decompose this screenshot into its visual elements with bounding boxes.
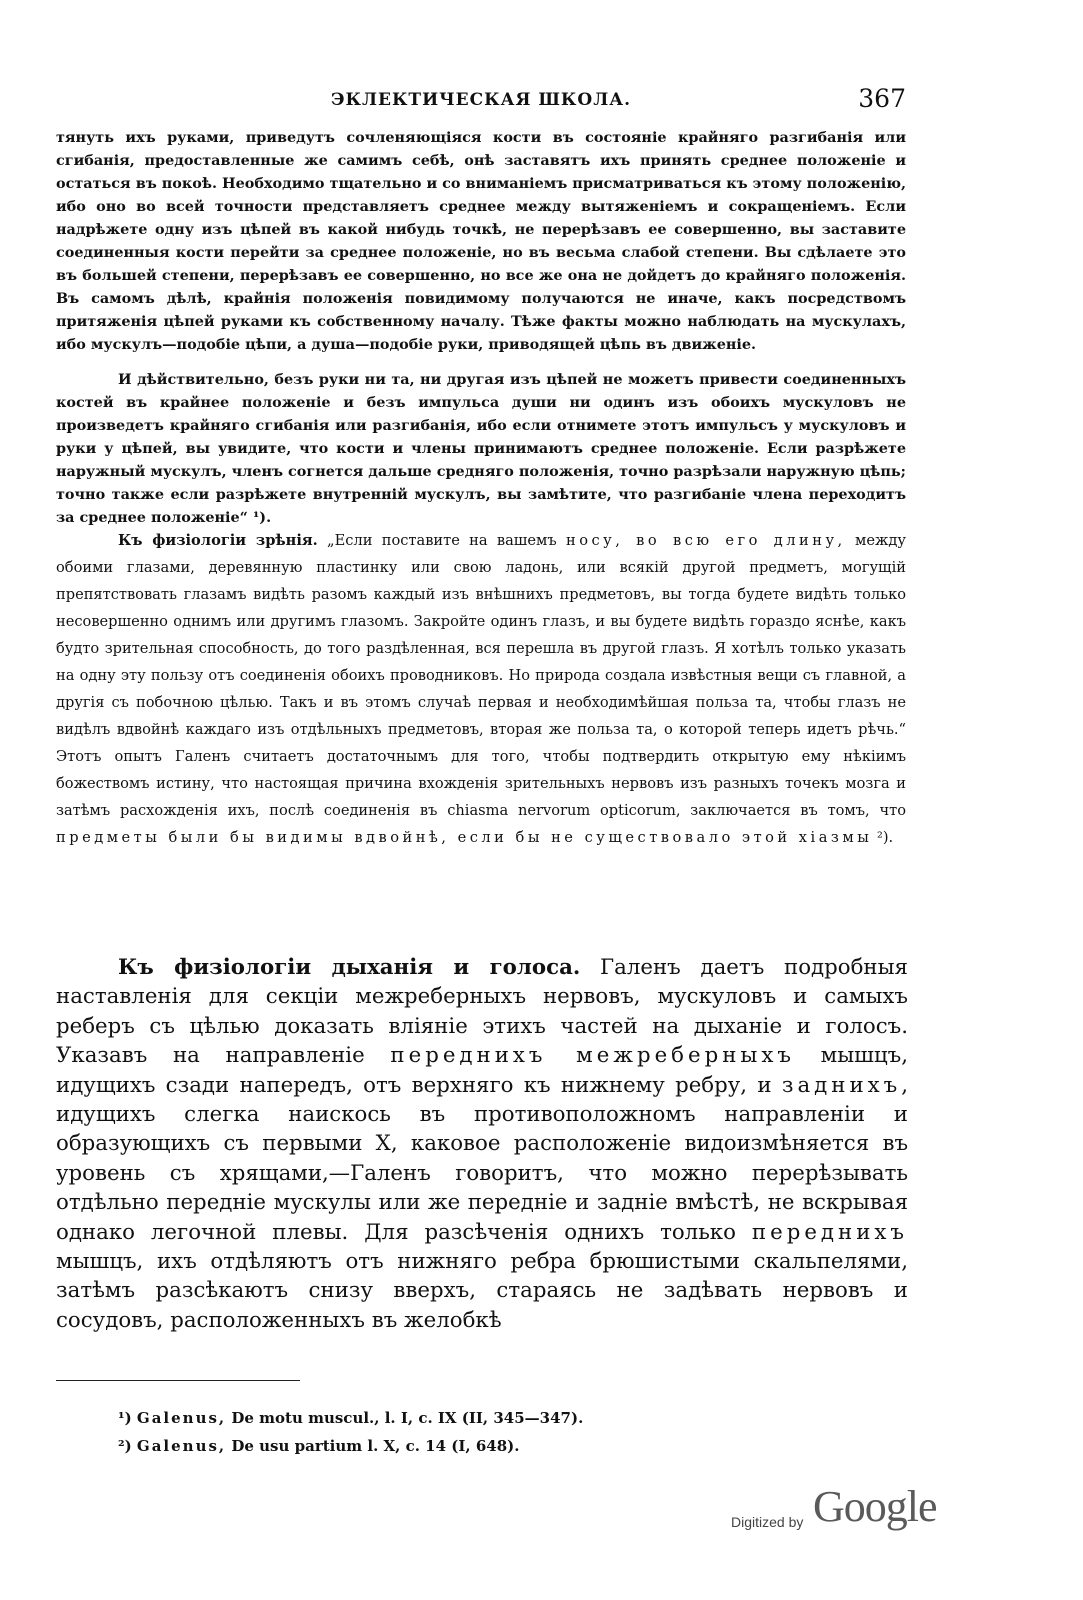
emphasis-spaced: предметы были бы видимы вдвойнѣ, если бы не существовало этой хіазмы bbox=[56, 829, 873, 846]
footnote-text: De motu muscul., l. I, c. IX (II, 345—347). bbox=[226, 1409, 584, 1427]
footnote-ref: ²). bbox=[872, 829, 894, 846]
paragraph-text: И дѣйствительно, безъ руки ни та, ни другая изъ цѣпей не можетъ привести соединенныхъ костей въ крайнее положеніе и безъ импульса души ни одинъ изъ обоихъ мускуловъ не произведетъ крайняго сгибанія или разгибанія, ибо если отнимете этотъ импульсъ у мускуловъ и руки у цѣпей, вы увидите, что кости и члены принимаютъ среднее положеніе. Если разрѣжете наружный мускулъ, членъ согнется дальше средняго положенія, точно разрѣзали наружную цѣпь; точно также если разрѣжете внутренній мускулъ, вы замѣтите, что разгибаніе члена переходитъ за среднее положеніе“ ¹). bbox=[56, 371, 906, 526]
paragraph-text bbox=[56, 527, 906, 851]
emphasis-spaced: переднихъ межреберныхъ bbox=[390, 1043, 795, 1069]
footnote-2 bbox=[118, 1432, 818, 1460]
footnote-1 bbox=[118, 1404, 818, 1432]
emphasis-spaced: носу, во всю его длину, bbox=[565, 532, 846, 549]
digitized-by-watermark bbox=[727, 1475, 967, 1535]
footnote-author: Galenus, bbox=[136, 1437, 227, 1455]
text-run: , идущихъ слегка наискось въ противоположномъ направленіи и образующихъ съ первыми X, каковое расположеніе видоизмѣняется въ уровень съ хрящами,—Галенъ говоритъ, что можно перерѣзывать отдѣльно передніе мускулы или же передніе и задніе вмѣстѣ, не вскрывая однако легочной плевы. Для разсѣченія однихъ только bbox=[56, 1072, 908, 1245]
section-heading: Къ физіологіи зрѣнія. bbox=[118, 532, 318, 549]
footnote-mark: ¹) bbox=[118, 1409, 132, 1427]
emphasis-spaced: заднихъ bbox=[781, 1072, 902, 1098]
paragraph-text bbox=[56, 953, 908, 1335]
emphasis-spaced: переднихъ bbox=[751, 1219, 908, 1245]
section-heading: Къ физіологіи дыханія и голоса. bbox=[118, 955, 581, 980]
footnote-text: De usu partium l. X, c. 14 (I, 648). bbox=[226, 1437, 520, 1455]
text-run: мышцъ, ихъ отдѣляютъ отъ нижняго ребра брюшистыми скальпелями, затѣмъ разсѣкаютъ снизу вверхъ, стараясь не задѣвать нервовъ и сосудовъ, расположенныхъ въ желобкѣ bbox=[56, 1249, 908, 1333]
watermark-prefix: Digitized by bbox=[731, 1514, 804, 1530]
footnote-mark: ²) bbox=[118, 1437, 132, 1455]
page-number: 367 bbox=[858, 84, 906, 113]
footnotes bbox=[118, 1404, 818, 1460]
paragraph-text: тянуть ихъ руками, приведутъ сочленяющіяся кости въ состояніе крайняго разгибанія или сгибанія, предоставленные же самимъ себѣ, онѣ заставятъ ихъ принять среднее положеніе и остаться въ покоѣ. Необходимо тщательно и со вниманіемъ присматриваться къ этому положенію, ибо оно во всей точности представляетъ среднее между вытяженіемъ и сокращеніемъ. Если надрѣжете одну изъ цѣпей въ какой нибудь точкѣ, не перерѣзавъ ее совершенно, вы заставите соединенныя кости перейти за среднее положеніе, но въ весьма слабой степени. Вы сдѣлаете это въ большей степени, перерѣзавъ ее совершенно, но все же она не дойдетъ до крайняго положенія. Въ самомъ дѣлѣ, крайнія положенія повидимому получаются не иначе, какъ посредствомъ притяженія цѣпей руками къ собственному началу. Тѣже факты можно наблюдать на мускулахъ, ибо мускулъ—подобіе цѣпи, а душа—подобіе руки, приводящей цѣпь въ движеніе. bbox=[56, 129, 906, 353]
text-run: мышцъ, идущихъ сзади напередъ, отъ верхняго къ нижнему ребру, и bbox=[56, 1043, 908, 1098]
footnote-author: Galenus, bbox=[136, 1409, 227, 1427]
text-run: „Если поставите на вашемъ bbox=[317, 532, 566, 549]
section-respiration-physiology bbox=[56, 953, 908, 1335]
running-title: ЭКЛЕКТИЧЕСКАЯ ШКОЛА. bbox=[330, 90, 631, 110]
paragraph-continuation bbox=[56, 126, 906, 356]
text-run: Галенъ даетъ подробныя наставленія для секціи межреберныхъ нервовъ, мускуловъ и самыхъ реберъ съ цѣлью доказать вліяніе этихъ частей на дыханіе и голосъ. Указавъ на направленіе bbox=[56, 955, 908, 1069]
footnote-divider bbox=[56, 1380, 300, 1381]
paragraph-quote bbox=[56, 368, 906, 529]
running-head bbox=[56, 84, 906, 114]
google-logo: Google bbox=[813, 1482, 937, 1531]
section-vision-physiology bbox=[56, 527, 906, 851]
text-run: между обоими глазами, деревянную пластинку или свою ладонь, или всякій другой предметъ, могущій препятствовать глазамъ видѣть разомъ каждый изъ внѣшнихъ предметовъ, вы тогда будете видѣть только несовершенно однимъ или другимъ глазомъ. Закройте одинъ глазъ, и вы будете видѣть гораздо яснѣе, какъ будто зрительная способность, до того раздѣленная, вся перешла въ другой глазъ. Я хотѣлъ только указать на одну эту пользу отъ соединенія обоихъ проводниковъ. Но природа создала извѣстныя вещи съ главной, а другія съ побочною цѣлью. Такъ и въ этомъ случаѣ первая и необходимѣйшая польза та, чтобы глазъ не видѣлъ вдвойнѣ каждаго изъ отдѣльныхъ предметовъ, вторая же польза та, о которой теперь идетъ рѣчь.“ Этотъ опытъ Галенъ считаетъ достаточнымъ для того, чтобы подтвердить открытую ему нѣкіимъ божествомъ истину, что настоящая причина вхожденія зрительныхъ нервовъ изъ разныхъ точекъ мозга и затѣмъ расхожденія ихъ, послѣ соединенія въ chiasma nervorum opticorum, заключается въ томъ, что bbox=[56, 532, 906, 819]
